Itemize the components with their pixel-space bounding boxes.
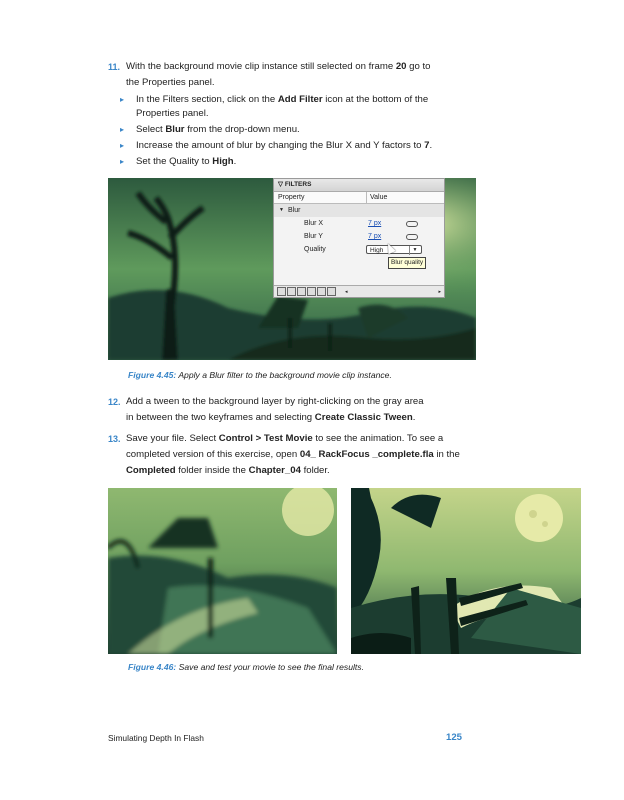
filters-columns — [274, 192, 444, 204]
step-text: With the background movie clip instance still selected on frame 20 go to — [126, 61, 431, 72]
filters-header[interactable]: ▽ FILTERS — [274, 179, 444, 192]
page-number: 125 — [446, 732, 463, 743]
dropdown-arrow-icon: ▼ — [409, 246, 420, 255]
collapse-arrow-icon[interactable]: ▽ — [278, 181, 285, 188]
bullet-icon: ▸ — [120, 125, 125, 134]
step-number: 12. — [108, 397, 121, 407]
figure-4-45-image — [108, 178, 476, 360]
bullet-item: ▸ Increase the amount of blur by changing the Blur X and Y factors to 7. — [120, 140, 433, 151]
quality-row: Quality High ▼ — [274, 243, 444, 256]
enable-filter-icon[interactable] — [307, 287, 316, 296]
figure-4-45-caption: Figure 4.45: Apply a Blur filter to the background movie clip instance. — [128, 370, 392, 380]
figure-4-46-caption: Figure 4.46: Save and test your movie to see the final results. — [128, 662, 364, 672]
preset-icon[interactable] — [287, 287, 296, 296]
figure-4-46-image-right — [351, 488, 581, 654]
blur-x-row: Blur X 7 px — [274, 217, 444, 230]
filters-toolbar — [274, 285, 444, 297]
blur-y-row: Blur Y 7 px — [274, 230, 444, 243]
reset-filter-icon[interactable] — [317, 287, 326, 296]
scroll-right-icon[interactable]: ▸ — [438, 289, 441, 295]
delete-filter-icon[interactable] — [327, 287, 336, 296]
add-filter-icon[interactable] — [277, 287, 286, 296]
bullet-item: ▸ In the Filters section, click on the Add Filter icon at the bottom of the Properties panel. — [120, 94, 429, 119]
step-text-line2: the Properties panel. — [126, 77, 215, 88]
blur-x-value[interactable]: 7 px — [368, 220, 382, 227]
filter-group-blur[interactable]: ▼ Blur — [274, 204, 444, 217]
quality-select[interactable]: High ▼ — [366, 245, 422, 254]
footer-title: Simulating Depth In Flash — [108, 733, 204, 743]
column-property: Property — [278, 194, 305, 201]
blur-quality-tooltip: Blur quality — [388, 257, 426, 269]
bullet-icon: ▸ — [120, 141, 125, 150]
bullet-item: ▸ Select Blur from the drop-down menu. — [120, 124, 300, 135]
link-chain-icon[interactable] — [406, 221, 418, 227]
sharp-farm-scene-illustration — [351, 488, 581, 654]
column-value: Value — [366, 192, 387, 203]
figure-4-46-image-left — [108, 488, 337, 654]
blurred-farm-scene-illustration — [108, 488, 337, 654]
scroll-left-icon[interactable]: ◂ — [344, 289, 348, 295]
step-number: 13. — [108, 434, 121, 444]
filters-panel — [273, 178, 445, 298]
bullet-icon: ▸ — [120, 95, 125, 104]
expand-triangle-icon[interactable]: ▼ — [279, 207, 284, 213]
bullet-icon: ▸ — [120, 157, 125, 166]
bullet-item: ▸ Set the Quality to High. — [120, 156, 237, 167]
blur-y-value[interactable]: 7 px — [368, 233, 382, 240]
step-12: 12. Add a tween to the background layer by right-clicking on the gray area in between the two keyframes and selecting Create Classic Tween. — [108, 396, 424, 423]
step-11 — [108, 59, 488, 88]
step-number: 11. — [108, 62, 121, 72]
link-chain-icon[interactable] — [406, 234, 418, 240]
step-13: 13. Save your file. Select Control > Test Movie to see the animation. To see a completed version of this exercise, open 04_ RackFocus _complete.fla in the Completed folder inside the Chapter_04 folder. — [108, 433, 460, 476]
clipboard-icon[interactable] — [297, 287, 306, 296]
